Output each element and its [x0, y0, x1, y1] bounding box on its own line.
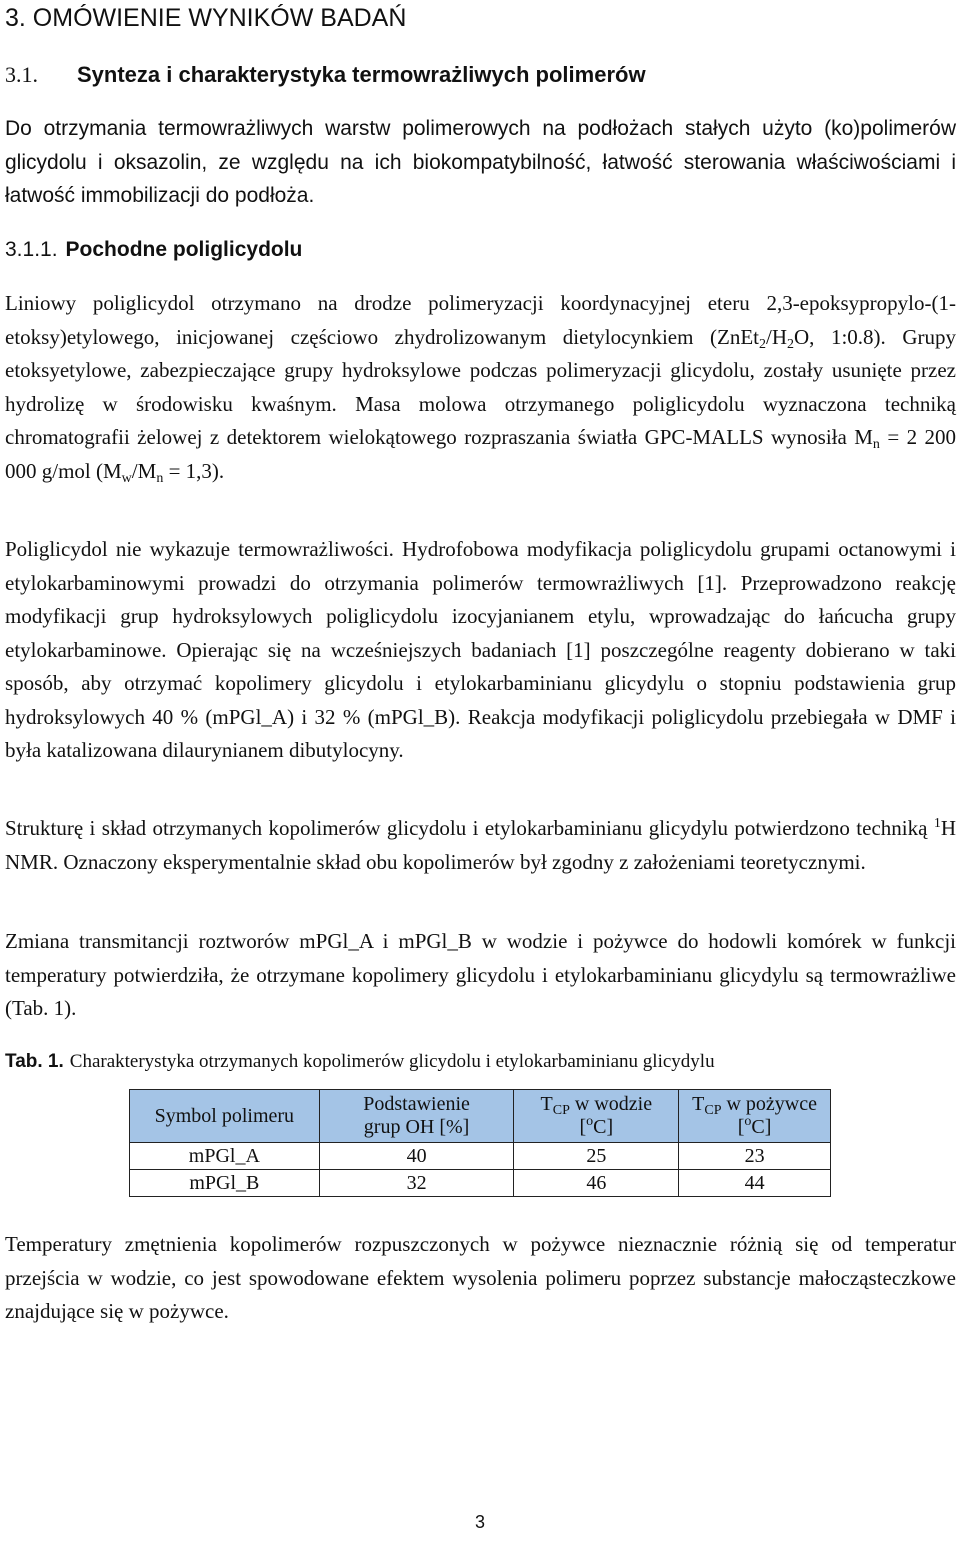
header-text: [: [737, 1116, 745, 1138]
table-caption: [5, 1047, 956, 1077]
paragraph-modification: Poliglicydol nie wykazuje termowrażliwości. Hydrofobowa modyfikacja poliglicydolu grupami octanowymi i etylokarbaminowymi prowadzi do otrzymania polimerów termowrażliwych [1]. Przeprowadzono reakcję modyfikacji grup hydroksylowych poliglicydolu izocyjanianem etylu, wprowadzając do łańcucha grupy etylokarbaminowe. Opierając się na wcześniejszych badaniach [1] poszczególne reagenty dobierano w taki sposób, aby otrzymać kopolimery glicydolu i etylokarbaminianu glicydylu o stopniu podstawienia grup hydroksylowych 40 % (mPGl_A) i 32 % (mPGl_B). Reakcja modyfikacji poliglicydolu przebiegała w DMF i była katalizowana dilaurynianem dibutylocyny.: [5, 537, 956, 762]
subsection-number: 3.1.1.: [5, 238, 58, 261]
header-text: Podstawienie: [363, 1093, 470, 1115]
header-symbol: Symbol polimeru: [130, 1090, 320, 1143]
subsection-title: Pochodne poliglicydolu: [65, 238, 303, 261]
header-text: grup OH [%]: [363, 1116, 470, 1138]
subscript: CP: [704, 1103, 722, 1118]
header-text: T: [540, 1093, 553, 1115]
paragraph-poliglicydol-synthesis: [5, 287, 956, 488]
text-run: = 1,3).: [163, 458, 225, 483]
header-tcp-water: [514, 1090, 679, 1143]
table-header-row: [130, 1090, 831, 1143]
subscript: 2: [758, 336, 766, 352]
cell-tcp-water: 46: [514, 1170, 679, 1197]
cell-tcp-medium: 23: [679, 1143, 831, 1170]
chapter-heading: 3. OMÓWIENIE WYNIKÓW BADAŃ: [5, 4, 407, 32]
subscript: w: [121, 470, 132, 486]
cell-tcp-medium: 44: [679, 1170, 831, 1197]
text-run: O, 1:0.8). Grupy etoksyetylowe, zabezpieczające grupy hydroksylowe podczas polimeryzacji glicydolu, zostały usunięte przez hydrolizę w środowisku kwaśnym. Masa molowa otrzymanego poliglicydolu wyznaczona techniką chromatografii żelowej z detektorem wielokątowego rozpraszania światła GPC-MALLS wynosiła M: [5, 324, 956, 449]
header-text: C]: [751, 1116, 772, 1138]
header-text: w pożywce: [721, 1093, 818, 1115]
table-row: [130, 1170, 831, 1197]
cell-substitution: 32: [319, 1170, 514, 1197]
header-text: T: [692, 1093, 705, 1115]
superscript: o: [744, 1114, 752, 1129]
subscript: 2: [786, 336, 794, 352]
paragraph-turbidity: Temperatury zmętnienia kopolimerów rozpuszczonych w pożywce nieznacznie różnią się od temperatur przejścia w wodzie, co jest spowodowane efektem wysolenia polimeru poprzez substancje małocząsteczkowe znajdujące się w pożywce.: [5, 1232, 956, 1323]
section-title: Synteza i charakterystyka termowrażliwych polimerów: [77, 62, 646, 87]
subscript: n: [872, 437, 880, 452]
paragraph-nmr: [5, 812, 956, 879]
header-tcp-medium: [679, 1090, 831, 1143]
table-caption-label: Tab. 1.: [5, 1051, 64, 1072]
header-text: w wodzie: [569, 1093, 653, 1115]
subscript: n: [156, 470, 164, 486]
table-caption-text: Charakterystyka otrzymanych kopolimerów glicydolu i etylokarbaminianu glicydylu: [69, 1051, 715, 1072]
text-run: Strukturę i skład otrzymanych kopolimerów glicydolu i etylokarbaminianu glicydylu potwierdzono techniką: [5, 816, 934, 840]
cell-symbol: mPGl_A: [130, 1143, 320, 1170]
intro-paragraph: Do otrzymania termowrażliwych warstw polimerowych na podłożach stałych użyto (ko)polimerów glicydolu i oksazolin, ze względu na ich biokompatybilność, łatwość sterowania właściwościami i łatwość immobilizacji do podłoża.: [5, 117, 956, 207]
page-number: 3: [474, 1512, 485, 1532]
header-substitution: [319, 1090, 514, 1143]
copolymer-table: [129, 1089, 831, 1197]
superscript: 1: [933, 816, 941, 831]
text-run: = 2 200 000 g/mol (M: [5, 425, 956, 483]
text-run: /M: [131, 458, 157, 483]
subsection-heading: [5, 233, 956, 267]
text-run: Liniowy poliglicydol otrzymano na drodze polimeryzacji koordynacyjnej eteru 2,3-epoksypropylo-(1-etoksy)etylowego, inicjowanej częściowo zhydrolizowanym dietylocynkiem (ZnEt: [5, 291, 956, 349]
table-row: [130, 1143, 831, 1170]
subscript: CP: [552, 1103, 570, 1118]
cell-substitution: 40: [319, 1143, 514, 1170]
header-text: [: [579, 1116, 587, 1138]
header-text: C]: [593, 1116, 614, 1138]
text-run: H NMR. Oznaczony eksperymentalnie skład obu kopolimerów był zgodny z założeniami teoretycznymi.: [5, 816, 956, 874]
cell-symbol: mPGl_B: [130, 1170, 320, 1197]
section-heading: [5, 58, 956, 92]
section-number: 3.1.: [5, 62, 38, 87]
cell-tcp-water: 25: [514, 1143, 679, 1170]
paragraph-transmittance: Zmiana transmitancji roztworów mPGl_A i mPGl_B w wodzie i pożywce do hodowli komórek w funkcji temperatury potwierdziła, że otrzymane kopolimery glicydolu i etylokarbaminianu glicydylu są termowrażliwe (Tab. 1).: [5, 929, 956, 1020]
text-run: /H: [765, 324, 787, 349]
superscript: o: [586, 1114, 594, 1129]
